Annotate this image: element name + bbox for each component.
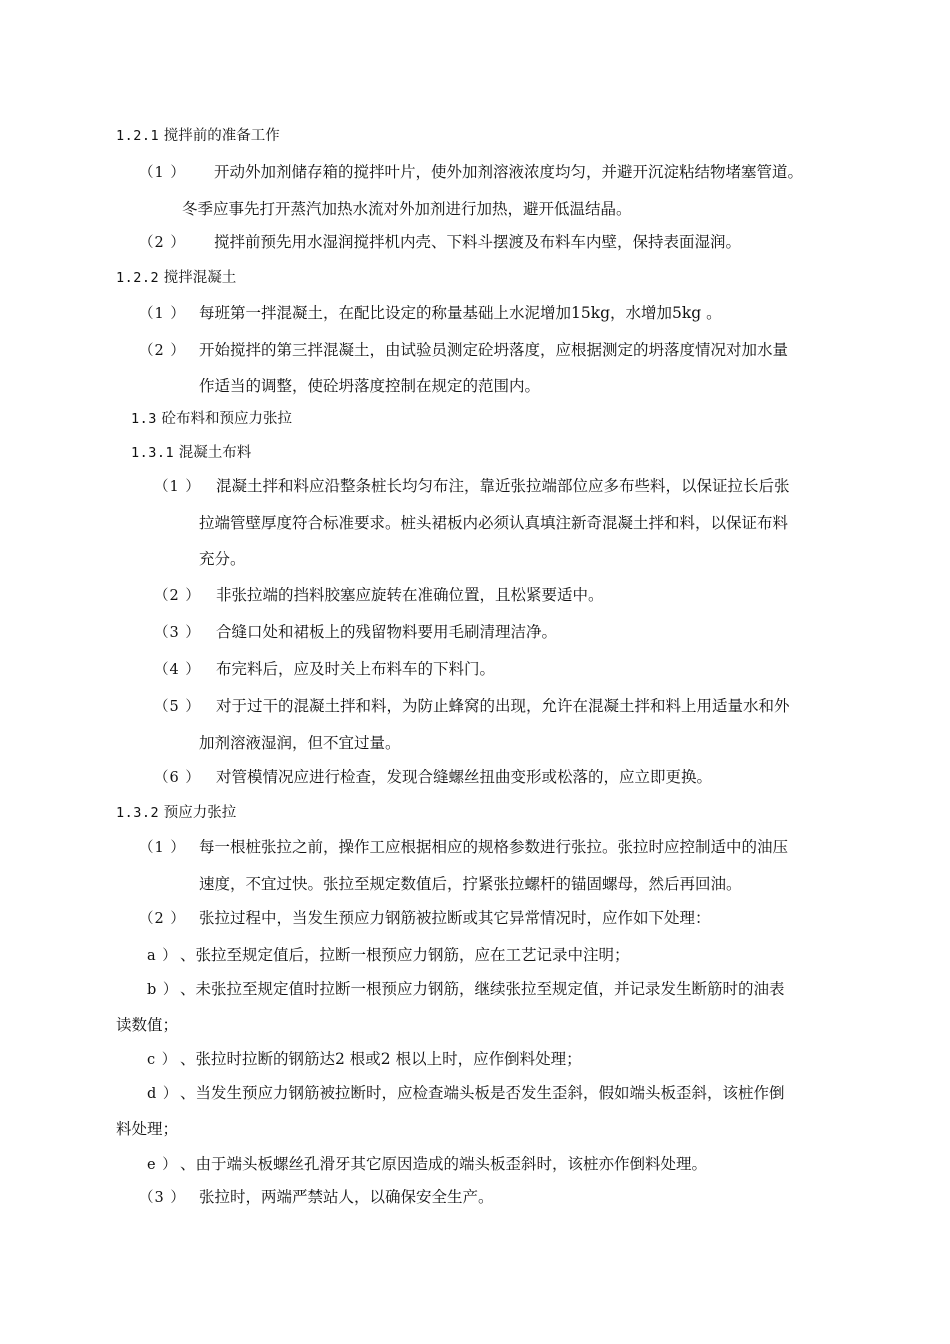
section-heading-1-3-2: 1.3.2 预应力张拉: [116, 805, 237, 821]
item-marker: （1 ）: [139, 840, 186, 856]
item-marker: （6 ）: [154, 770, 201, 786]
paragraph-line: 每班第一拌混凝土，在配比设定的称量基础上水泥增加15kg，水增加5kg 。: [199, 304, 722, 322]
paragraph-line: 、由于端头板螺丝孔滑牙其它原因造成的端头板歪斜时，该桩亦作倒料处理。: [180, 1155, 708, 1173]
paragraph-line: 充分。: [199, 550, 246, 568]
paragraph-line: 合缝口处和裙板上的残留物料要用毛刷清理洁净。: [216, 623, 558, 641]
item-marker: （4 ）: [154, 662, 201, 678]
section-heading-1-2-1: 1.2.1 搅拌前的准备工作: [116, 128, 280, 144]
section-heading-1-3: 1.3 砼布料和预应力张拉: [131, 411, 292, 427]
item-marker: b ）: [147, 982, 179, 998]
item-marker: （2 ）: [154, 588, 201, 604]
paragraph-line: 料处理；: [116, 1120, 179, 1138]
paragraph-line: 对于过干的混凝土拌和料，为防止蜂窝的出现，允许在混凝土拌和料上用适量水和外: [216, 697, 790, 715]
paragraph-line: 张拉时，两端严禁站人，以确保安全生产。: [199, 1188, 494, 1206]
item-marker: （3 ）: [154, 625, 201, 641]
paragraph-line: 、未张拉至规定值时拉断一根预应力钢筋，继续张拉至规定值，并记录发生断筋时的油表: [180, 980, 785, 998]
item-marker: （2 ）: [139, 343, 186, 359]
paragraph-line: 混凝土拌和料应沿整条桩长均匀布注，靠近张拉端部位应多布些料，以保证拉长后张: [216, 477, 790, 495]
paragraph-line: 、当发生预应力钢筋被拉断时，应检查端头板是否发生歪斜，假如端头板歪斜，该桩作倒: [180, 1084, 785, 1102]
paragraph-line: 开始搅拌的第三拌混凝土，由试验员测定砼坍落度，应根据测定的坍落度情况对加水量: [199, 341, 789, 359]
item-marker: a ）: [147, 948, 178, 964]
item-marker: c ）: [147, 1052, 178, 1068]
paragraph-line: 张拉过程中，当发生预应力钢筋被拉断或其它异常情况时，应作如下处理：: [199, 909, 711, 927]
paragraph-line: 冬季应事先打开蒸汽加热水流对外加剂进行加热，避开低温结晶。: [182, 200, 632, 218]
paragraph-line: 非张拉端的挡料胶塞应旋转在准确位置，且松紧要适中。: [216, 586, 604, 604]
item-marker: （1 ）: [154, 479, 201, 495]
item-marker: e ）: [147, 1157, 178, 1173]
item-marker: d ）: [147, 1086, 179, 1102]
paragraph-line: 每一根桩张拉之前，操作工应根据相应的规格参数进行张拉。张拉时应控制适中的油压: [199, 838, 789, 856]
paragraph-line: 对管模情况应进行检查，发现合缝螺丝扭曲变形或松落的，应立即更换。: [216, 768, 713, 786]
item-marker: （2 ）: [139, 235, 186, 251]
section-heading-1-2-2: 1.2.2 搅拌混凝土: [116, 270, 237, 286]
section-heading-1-3-1: 1.3.1 混凝土布料: [131, 445, 252, 461]
paragraph-line: 加剂溶液湿润，但不宜过量。: [199, 734, 401, 752]
paragraph-line: 作适当的调整，使砼坍落度控制在规定的范围内。: [199, 377, 541, 395]
paragraph-line: 速度，不宜过快。张拉至规定数值后，拧紧张拉螺杆的锚固螺母，然后再回油。: [199, 875, 742, 893]
paragraph-line: 读数值；: [116, 1016, 179, 1034]
item-marker: （2 ）: [139, 911, 186, 927]
item-marker: （5 ）: [154, 699, 201, 715]
item-marker: （1 ）: [139, 306, 186, 322]
paragraph-line: 拉端管壁厚度符合标准要求。桩头裙板内必须认真填注新奇混凝土拌和料，以保证布料: [199, 514, 789, 532]
paragraph-line: 搅拌前预先用水湿润搅拌机内壳、下料斗摆渡及布料车内壁，保持表面湿润。: [214, 233, 742, 251]
paragraph-line: 开动外加剂储存箱的搅拌叶片，使外加剂溶液浓度均匀，并避开沉淀粘结物堵塞管道。: [214, 163, 804, 181]
item-marker: （1 ）: [139, 165, 186, 181]
item-marker: （3 ）: [139, 1190, 186, 1206]
paragraph-line: 、张拉时拉断的钢筋达2 根或2 根以上时，应作倒料处理；: [180, 1050, 582, 1068]
paragraph-line: 布完料后，应及时关上布料车的下料门。: [216, 660, 496, 678]
paragraph-line: 、张拉至规定值后，拉断一根预应力钢筋，应在工艺记录中注明；: [180, 946, 630, 964]
